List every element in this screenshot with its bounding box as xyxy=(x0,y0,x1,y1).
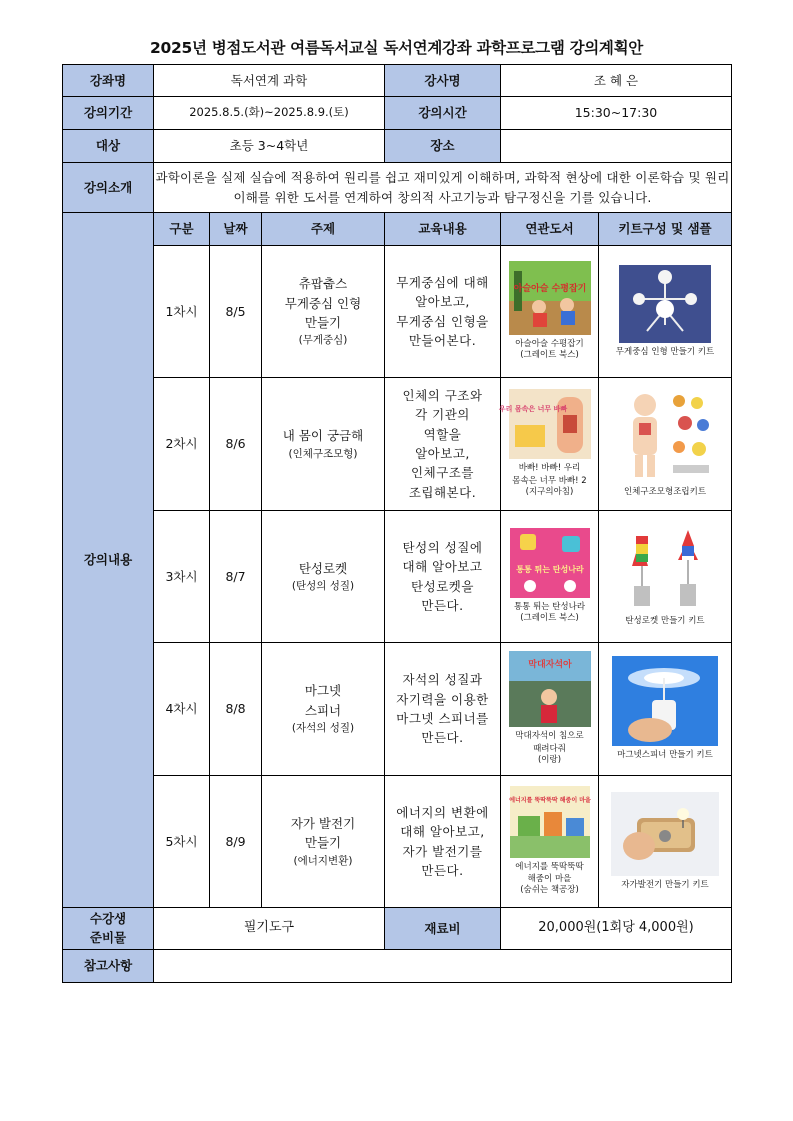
kit-caption: 자가발전기 만들기 키트 xyxy=(621,879,709,890)
kit-sample-image xyxy=(619,265,711,343)
row-period xyxy=(63,97,732,130)
intro-text: 과학이론을 실제 실습에 적용하여 원리를 쉽고 재미있게 이해하며, 과학적 현상에 대한 이론학습 및 원리이해를 위한 도서를 연계하여 창의적 사고기능과 탐구정신을 기를 있습니다. xyxy=(154,163,732,213)
row-columns xyxy=(63,213,732,246)
session-education: 인체의 구조와 각 기관의 역할을 알아보고, 인체구조를 조립해본다. xyxy=(385,378,501,511)
book-title: 막대자석이 침으로 때려다줘 xyxy=(515,731,584,754)
session-topic xyxy=(262,378,385,511)
book-cover-title: 아슬아슬 수평잡기 xyxy=(513,283,586,294)
session-topic xyxy=(262,643,385,776)
topic-title: 자가 발전기 만들기 xyxy=(290,815,356,851)
book-cover-title: 에너지를 뚝딱뚝딱 해줌이 마을 xyxy=(508,796,591,804)
lecture-plan-table xyxy=(62,64,732,983)
materials-value: 필기도구 xyxy=(154,908,385,950)
book-publisher: (이랑) xyxy=(537,754,562,765)
book-cover-image xyxy=(498,389,591,459)
book-title: 바빠! 바빠! 우리 몸속은 너무 바빠! 2 xyxy=(512,463,587,486)
topic-sub: (자석의 성질) xyxy=(291,722,355,735)
row-course-name xyxy=(63,65,732,97)
row-intro xyxy=(63,163,732,213)
book-cover-image xyxy=(509,651,591,727)
notes-value xyxy=(154,950,732,983)
book-publisher: (그레이트 북스) xyxy=(520,350,579,361)
book-publisher: (숨쉬는 책공장) xyxy=(520,885,579,896)
col-kit: 키트구성 및 샘플 xyxy=(599,213,732,246)
session-education: 무게중심에 대해 알아보고, 무게중심 인형을 만들어본다. xyxy=(385,246,501,378)
book-cover-title: 우리 몸속은 너무 바빠 xyxy=(498,405,567,414)
label-content: 강의내용 xyxy=(63,213,154,908)
page-title: 2025년 병점도서관 여름독서교실 독서연계강좌 과학프로그램 강의계획안 xyxy=(150,39,643,57)
book-cell xyxy=(498,378,599,511)
table-row xyxy=(63,378,732,511)
period-value: 2025.8.5.(화)~2025.8.9.(토) xyxy=(154,97,385,130)
table-row xyxy=(63,776,732,908)
time-value: 15:30~17:30 xyxy=(501,97,732,130)
row-target xyxy=(63,130,732,163)
session-label: 5차시 xyxy=(154,776,210,908)
label-course-name: 강좌명 xyxy=(63,65,154,97)
kit-caption: 탄성로켓 만들기 키트 xyxy=(625,615,705,626)
session-date: 8/9 xyxy=(210,776,262,908)
table-row xyxy=(63,643,732,776)
row-notes xyxy=(63,950,732,983)
session-date: 8/6 xyxy=(210,378,262,511)
book-cover-image xyxy=(509,261,591,335)
book-cover-image xyxy=(510,528,590,598)
session-date: 8/8 xyxy=(210,643,262,776)
session-date: 8/7 xyxy=(210,511,262,643)
book-publisher: (그레이트 북스) xyxy=(520,613,579,624)
topic-sub: (인체구조모형) xyxy=(288,447,358,460)
col-session: 구분 xyxy=(154,213,210,246)
kit-cell xyxy=(599,643,732,776)
table-row xyxy=(63,246,732,378)
col-book: 연관도서 xyxy=(501,213,599,246)
label-instructor: 강사명 xyxy=(385,65,501,97)
book-cell xyxy=(501,246,599,378)
label-notes: 참고사항 xyxy=(63,950,154,983)
session-label: 1차시 xyxy=(154,246,210,378)
kit-caption: 인체구조모형조립키트 xyxy=(623,487,707,498)
topic-title: 츄팝춥스 무게중심 인형 만들기 xyxy=(284,276,362,331)
label-intro: 강의소개 xyxy=(63,163,154,213)
session-date: 8/5 xyxy=(210,246,262,378)
book-title: 아슬아슬 수평잡기 xyxy=(515,338,584,349)
session-education: 자석의 성질과 자기력을 이용한 마그넷 스피너를 만든다. xyxy=(385,643,501,776)
session-label: 4차시 xyxy=(154,643,210,776)
book-title: 에너지를 뚝딱뚝딱 해줌이 마을 xyxy=(515,861,584,885)
session-label: 2차시 xyxy=(154,378,210,511)
book-publisher: (지구의아침) xyxy=(525,486,574,497)
topic-title: 내 몸이 궁금해 xyxy=(282,428,364,444)
row-materials xyxy=(63,908,732,950)
label-place: 장소 xyxy=(385,130,501,163)
kit-caption: 무게중심 인형 만들기 키트 xyxy=(615,346,715,357)
book-cell xyxy=(501,776,599,908)
topic-sub: (무게중심) xyxy=(298,334,348,347)
book-cover-title: 통통 튀는 탄성나라 xyxy=(515,564,584,574)
book-cover-image xyxy=(510,786,590,858)
course-name-value: 독서연계 과학 xyxy=(154,65,385,97)
col-education: 교육내용 xyxy=(385,213,501,246)
col-topic: 주제 xyxy=(262,213,385,246)
kit-cell xyxy=(599,378,732,511)
table-row xyxy=(63,511,732,643)
session-education: 탄성의 성질에 대해 알아보고 탄성로켓을 만든다. xyxy=(385,511,501,643)
kit-cell xyxy=(599,246,732,378)
session-label: 3차시 xyxy=(154,511,210,643)
target-value: 초등 3~4학년 xyxy=(154,130,385,163)
kit-sample-image xyxy=(613,389,717,483)
kit-cell xyxy=(599,511,732,643)
topic-sub: (탄성의 성질) xyxy=(291,580,355,593)
book-cell xyxy=(501,511,599,643)
book-title: 통통 튀는 탄성나라 xyxy=(513,601,586,612)
session-topic xyxy=(262,246,385,378)
topic-title: 마그넷 스피너 xyxy=(304,683,342,718)
kit-sample-image xyxy=(618,526,712,612)
col-date: 날짜 xyxy=(210,213,262,246)
kit-caption: 마그넷스피너 만들기 키트 xyxy=(617,750,713,761)
topic-title: 탄성로켓 xyxy=(298,560,348,576)
book-cover-title: 막대자석아 xyxy=(527,660,572,671)
kit-cell xyxy=(599,776,732,908)
session-topic xyxy=(262,776,385,908)
label-period: 강의기간 xyxy=(63,97,154,130)
place-value xyxy=(501,130,732,163)
label-fee: 재료비 xyxy=(385,908,501,950)
kit-sample-image xyxy=(612,656,718,746)
kit-sample-image xyxy=(611,792,719,876)
label-time: 강의시간 xyxy=(385,97,501,130)
book-cell xyxy=(501,643,599,776)
session-topic xyxy=(262,511,385,643)
fee-value: 20,000원(1회당 4,000원) xyxy=(501,908,732,950)
label-target: 대상 xyxy=(63,130,154,163)
topic-sub: (에너지변환) xyxy=(293,854,353,867)
label-materials: 수강생 준비물 xyxy=(63,908,154,950)
session-education: 에너지의 변환에 대해 알아보고, 자가 발전기를 만든다. xyxy=(385,776,501,908)
instructor-value: 조 혜 은 xyxy=(501,65,732,97)
